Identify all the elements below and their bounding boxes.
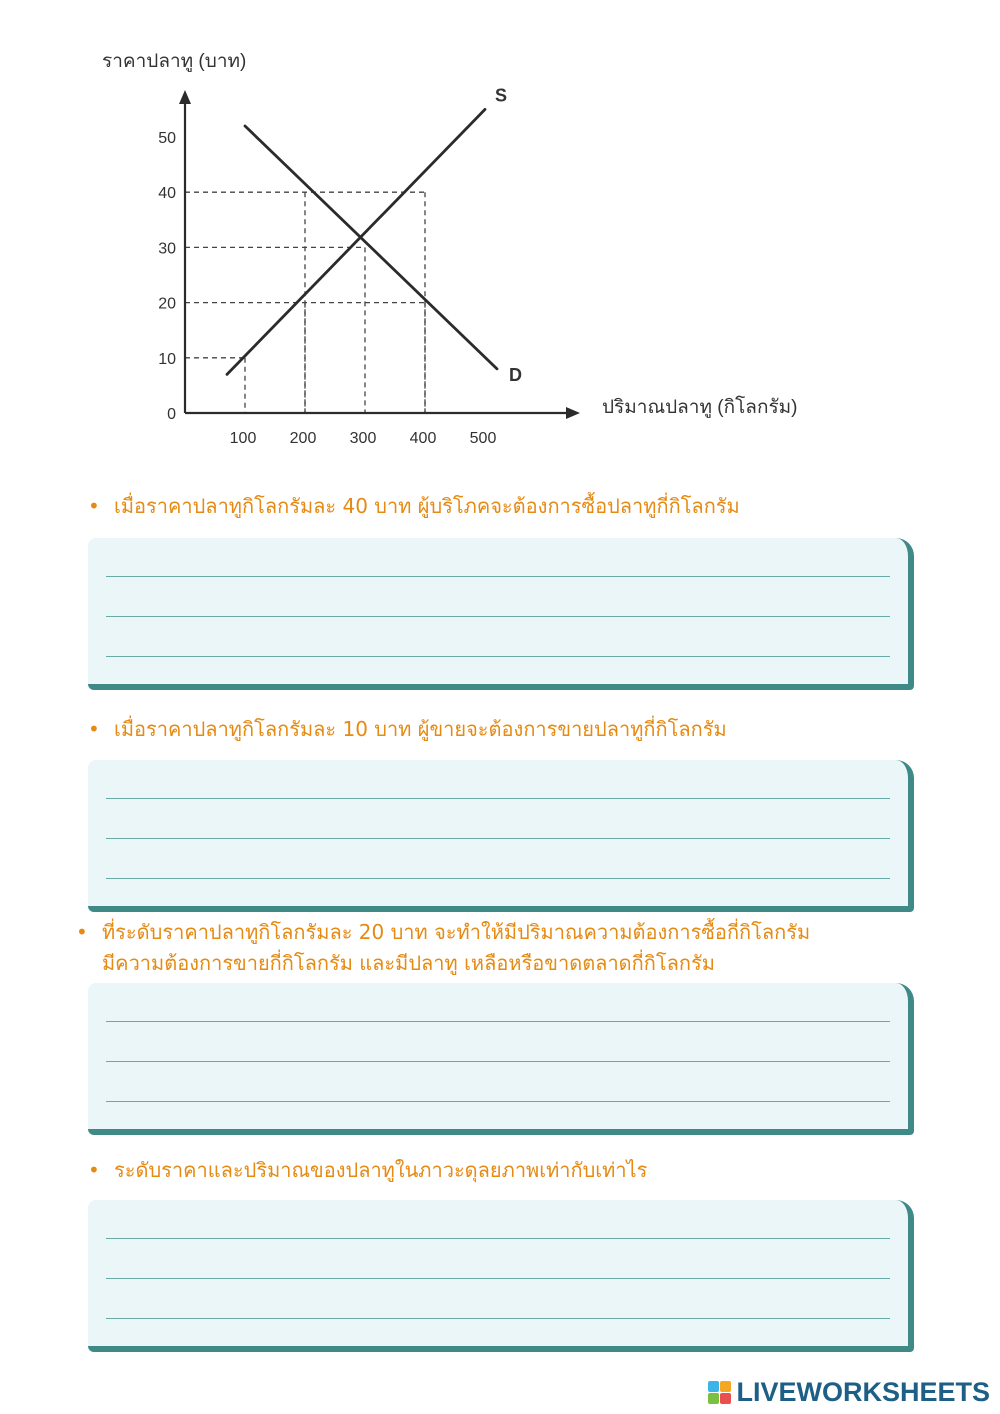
- answer-box-2[interactable]: [88, 760, 914, 912]
- y-axis-arrow: [179, 90, 191, 104]
- x-tick-label: 200: [289, 430, 317, 447]
- answer-line: [106, 1278, 890, 1279]
- answer-box-1[interactable]: [88, 538, 914, 690]
- supply-demand-chart: [90, 40, 850, 460]
- logo-square: [708, 1381, 719, 1392]
- answer-line: [106, 1101, 890, 1102]
- y-axis-title: ราคาปลาทู (บาท): [102, 51, 247, 72]
- series-label-s: S: [495, 85, 508, 106]
- bullet: •: [88, 717, 100, 741]
- x-axis-arrow: [566, 407, 580, 419]
- liveworksheets-logo-icon: [708, 1381, 731, 1404]
- y-tick-label: 30: [158, 240, 176, 258]
- question-4-text: ระดับราคาและปริมาณของปลาทูในภาวะดุลยภาพเท่ากับเท่าไร: [114, 1158, 648, 1182]
- question-1-text: เมื่อราคาปลาทูกิโลกรัมละ 40 บาท ผู้บริโภคจะต้องการซื้อปลาทูกี่กิโลกรัม: [114, 494, 740, 518]
- answer-box-4[interactable]: [88, 1200, 914, 1352]
- x-tick-label: 300: [349, 430, 377, 447]
- y-tick-label: 10: [158, 350, 176, 368]
- logo-square: [720, 1393, 731, 1404]
- question-3: [76, 917, 906, 979]
- answer-line: [106, 1238, 890, 1239]
- x-axis-title: ปริมาณปลาทู (กิโลกรัม): [602, 397, 798, 418]
- answer-box-3[interactable]: [88, 983, 914, 1135]
- x-tick-labels: [230, 430, 497, 447]
- question-2: [88, 714, 918, 745]
- y-tick-label: 20: [158, 295, 176, 313]
- liveworksheets-brand[interactable]: [708, 1376, 990, 1408]
- answer-line: [106, 1061, 890, 1062]
- logo-square: [720, 1381, 731, 1392]
- bullet: •: [76, 920, 88, 944]
- series-line-s: [227, 109, 485, 374]
- answer-line: [106, 576, 890, 577]
- answer-line: [106, 838, 890, 839]
- bullet: •: [88, 1158, 100, 1182]
- y-tick-label: 40: [158, 185, 176, 203]
- bullet: •: [88, 494, 100, 518]
- question-3-text: ที่ระดับราคาปลาทูกิโลกรัมละ 20 บาท จะทำให้มีปริมาณความต้องการซื้อกี่กิโลกรัม: [102, 920, 811, 944]
- logo-square: [708, 1393, 719, 1404]
- y-tick-label: 0: [167, 406, 176, 423]
- question-1: [88, 491, 918, 522]
- x-tick-label: 500: [469, 430, 497, 447]
- series-label-d: D: [509, 364, 522, 385]
- x-tick-label: 100: [229, 430, 257, 447]
- question-3-text-line2: มีความต้องการขายกี่กิโลกรัม และมีปลาทู เหลือหรือขาดตลาดกี่กิโลกรัม: [102, 951, 715, 975]
- y-tick-label: 50: [158, 130, 176, 147]
- question-4: [88, 1155, 918, 1186]
- question-2-text: เมื่อราคาปลาทูกิโลกรัมละ 10 บาท ผู้ขายจะต้องการขายปลาทูกี่กิโลกรัม: [114, 717, 727, 741]
- answer-line: [106, 656, 890, 657]
- series-line-d: [245, 126, 497, 369]
- answer-line: [106, 878, 890, 879]
- y-tick-labels: [158, 130, 176, 423]
- guide-lines: [185, 192, 425, 413]
- series-lines: [227, 85, 522, 384]
- x-tick-label: 400: [409, 430, 437, 447]
- answer-line: [106, 1021, 890, 1022]
- liveworksheets-wordmark: LIVEWORKSHEETS: [736, 1376, 990, 1407]
- answer-line: [106, 1318, 890, 1319]
- answer-line: [106, 798, 890, 799]
- answer-line: [106, 616, 890, 617]
